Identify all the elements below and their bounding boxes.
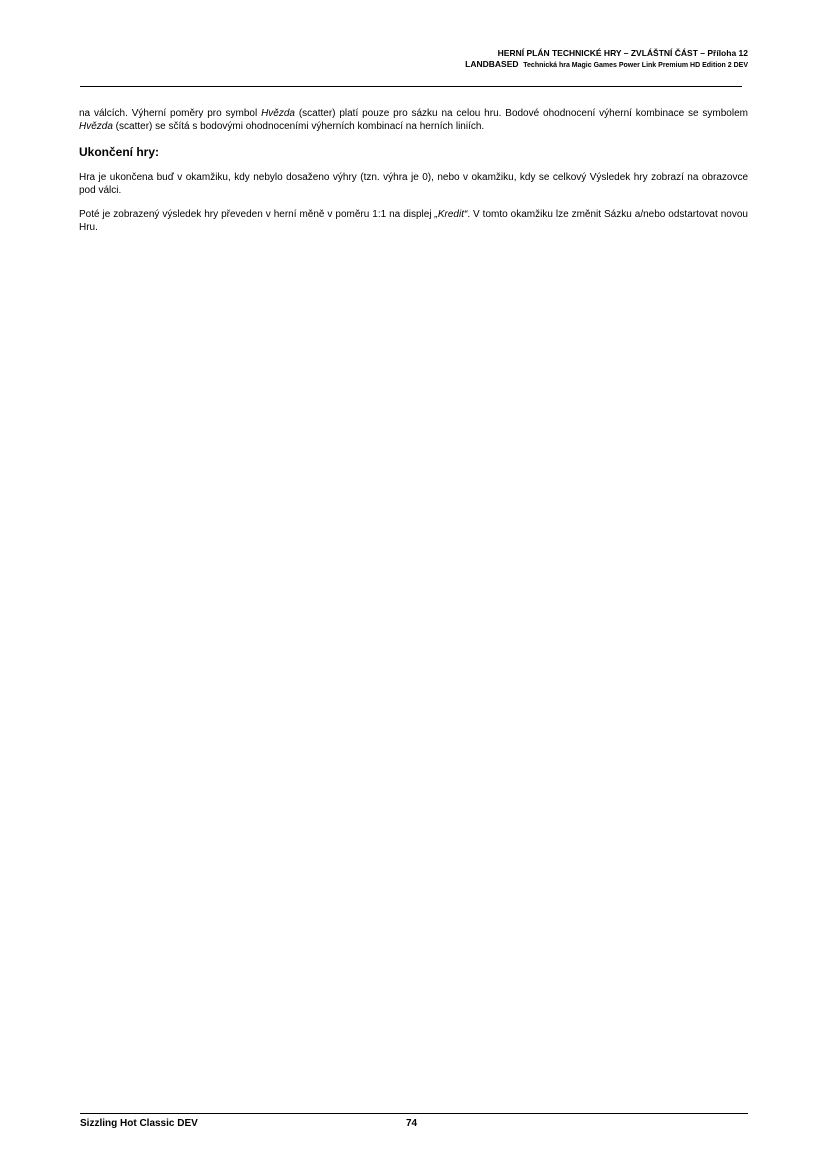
header-title: HERNÍ PLÁN TECHNICKÉ HRY – ZVLÁŠTNÍ ČÁST – Příloha 12 <box>497 48 748 58</box>
text-run: Poté je zobrazený výsledek hry převeden v herní měně v poměru 1:1 na displej <box>79 209 435 220</box>
text-run: (scatter) platí pouze pro sázku na celou hru. Bodové ohodnocení výherní kombinace se symbolem <box>294 108 748 119</box>
credit-label: „Kredit“ <box>434 209 468 220</box>
paragraph-game-end: Hra je ukončena buď v okamžiku, kdy nebylo dosaženo výhry (tzn. výhra je 0), nebo v okamžiku, kdy se celkový Výsledek hry zobrazí na obrazovce pod válci. <box>79 172 748 196</box>
page-header <box>80 48 748 71</box>
text-run: na válcích. Výherní poměry pro symbol <box>79 108 262 119</box>
page-content <box>79 108 748 234</box>
paragraph-scatter <box>79 108 748 133</box>
page-number: 74 <box>406 1118 418 1129</box>
symbol-name: Hvězda <box>261 108 295 119</box>
footer-divider <box>80 1113 748 1114</box>
text-run: (scatter) se sčítá s bodovými ohodnoceními výherních kombinací na herních liniích. <box>112 120 485 132</box>
symbol-name: Hvězda <box>79 120 113 132</box>
document-name: Sizzling Hot Classic DEV <box>80 1118 198 1129</box>
header-landbased: LANDBASED <box>465 59 519 69</box>
header-subtitle <box>80 59 748 71</box>
section-heading: Ukončení hry: <box>79 145 160 159</box>
header-divider <box>80 86 742 87</box>
paragraph-credit <box>79 209 748 234</box>
text-run: . V tomto okamžiku lze změnit Sázku a/nebo odstartovat novou Hru. <box>79 209 748 233</box>
header-game-name: Technická hra Magic Games Power Link Premium HD Edition 2 DEV <box>523 62 748 69</box>
